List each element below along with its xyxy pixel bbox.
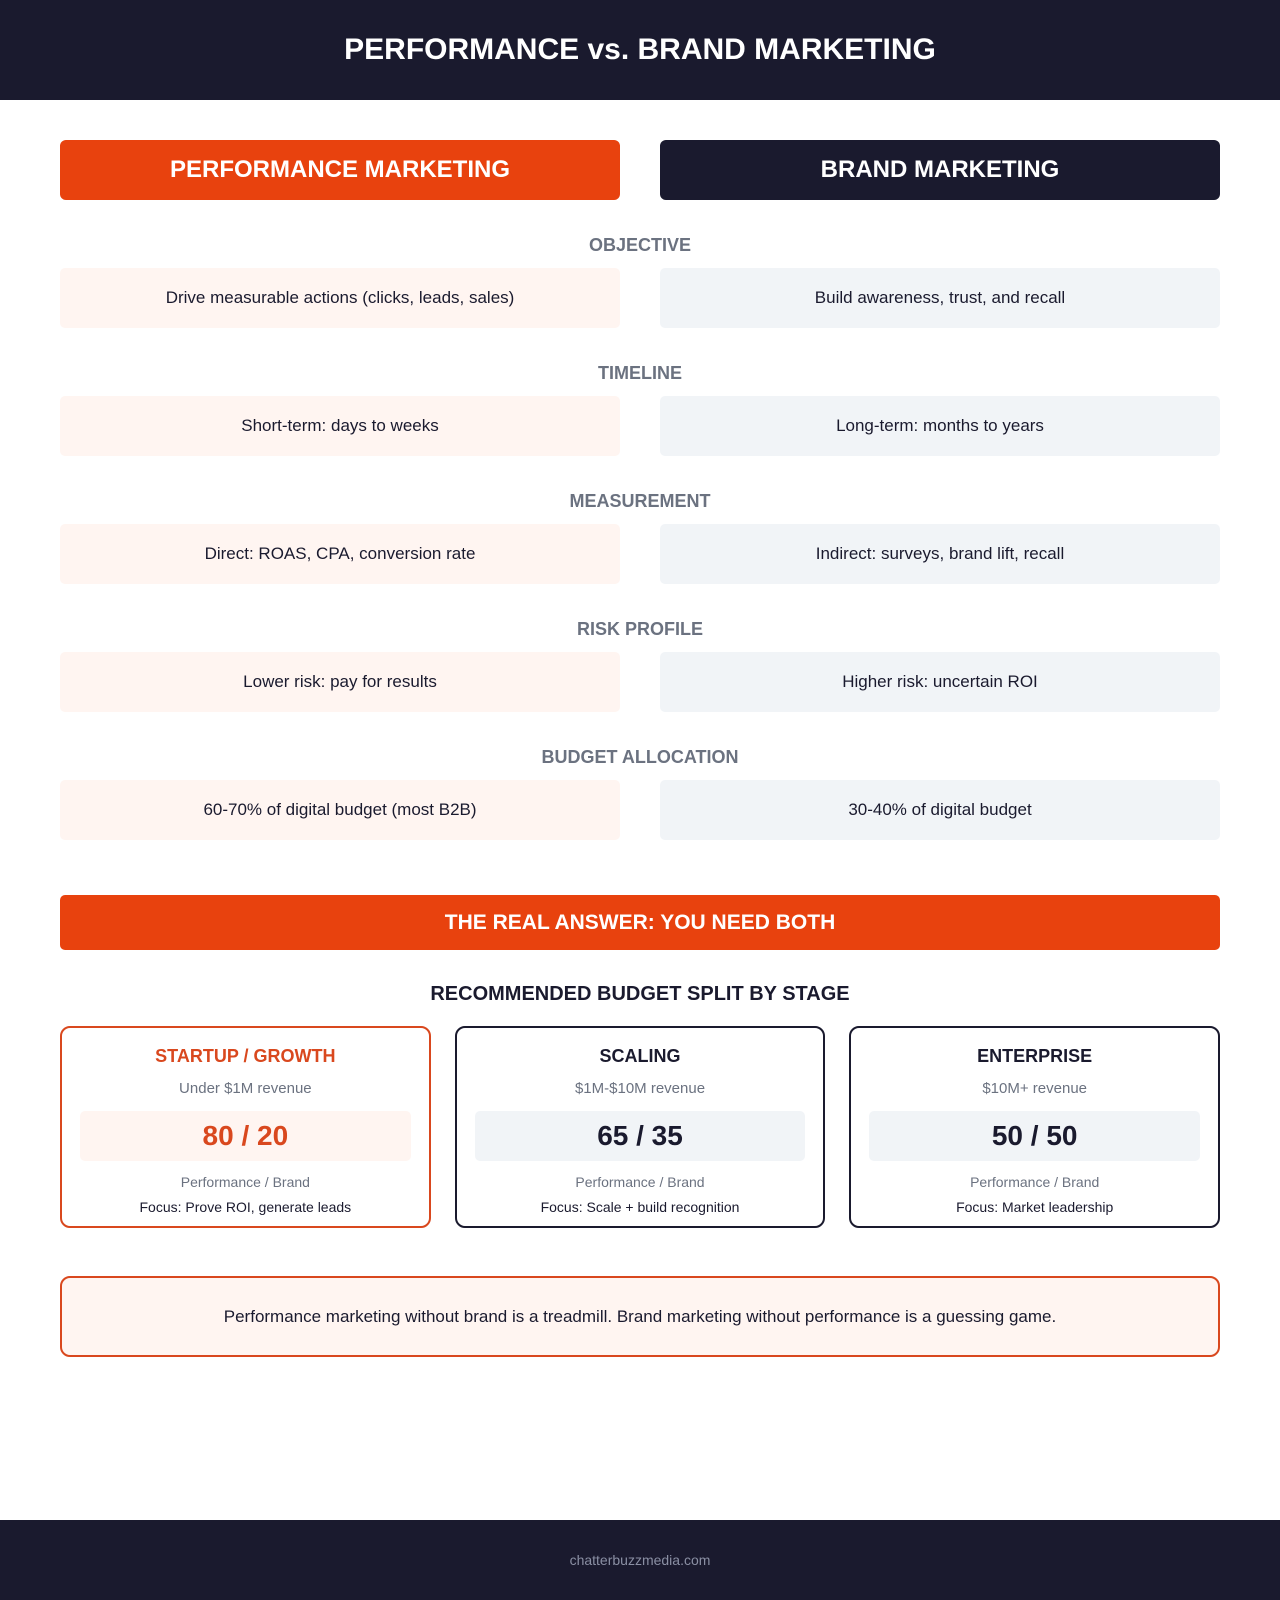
stage-name: ENTERPRISE	[977, 1046, 1093, 1066]
performance-cell: 60-70% of digital budget (most B2B)	[60, 780, 620, 840]
stage-card-enterprise	[849, 1026, 1220, 1228]
section-title: MEASUREMENT	[569, 491, 711, 511]
brand-column-header: BRAND MARKETING	[660, 140, 1220, 200]
performance-cell: Direct: ROAS, CPA, conversion rate	[60, 524, 620, 584]
main-content	[0, 100, 1280, 1357]
brand-cell: Indirect: surveys, brand lift, recall	[660, 524, 1220, 584]
section-title: BUDGET ALLOCATION	[541, 747, 739, 767]
stage-focus: Focus: Prove ROI, generate leads	[139, 1199, 352, 1215]
section-risk-profile	[60, 619, 1220, 712]
section-objective	[60, 235, 1220, 328]
stage-revenue: Under $1M revenue	[179, 1080, 312, 1097]
answer-banner: THE REAL ANSWER: YOU NEED BOTH	[60, 895, 1220, 950]
brand-cell: Build awareness, trust, and recall	[660, 268, 1220, 328]
brand-cell: Higher risk: uncertain ROI	[660, 652, 1220, 712]
stage-split-value: 80 / 20	[80, 1111, 411, 1161]
performance-cell: Drive measurable actions (clicks, leads, sales)	[60, 268, 620, 328]
page-header	[0, 0, 1280, 100]
stage-name: SCALING	[599, 1046, 681, 1066]
budget-split-title: RECOMMENDED BUDGET SPLIT BY STAGE	[430, 983, 850, 1005]
stage-split-label: Performance / Brand	[575, 1174, 705, 1190]
footer-site: chatterbuzzmedia.com	[569, 1552, 711, 1568]
stage-split-value: 65 / 35	[475, 1111, 806, 1161]
stage-split-value: 50 / 50	[869, 1111, 1200, 1161]
section-measurement	[60, 491, 1220, 584]
stage-split-label: Performance / Brand	[180, 1174, 310, 1190]
stage-card-startup	[60, 1026, 431, 1228]
brand-cell: 30-40% of digital budget	[660, 780, 1220, 840]
stage-focus: Focus: Market leadership	[956, 1199, 1114, 1215]
stage-name: STARTUP / GROWTH	[155, 1046, 336, 1066]
performance-cell: Lower risk: pay for results	[60, 652, 620, 712]
column-headers	[60, 140, 1220, 200]
performance-column-header: PERFORMANCE MARKETING	[60, 140, 620, 200]
stage-card-scaling	[455, 1026, 826, 1228]
stage-revenue: $1M-$10M revenue	[574, 1080, 706, 1097]
closing-quote: Performance marketing without brand is a treadmill. Brand marketing without performance is a guessing game.	[60, 1276, 1220, 1357]
section-budget-allocation	[60, 747, 1220, 840]
section-title: TIMELINE	[598, 363, 682, 383]
stage-focus: Focus: Scale + build recognition	[540, 1199, 740, 1215]
page-footer	[0, 1520, 1280, 1600]
stage-revenue: $10M+ revenue	[982, 1080, 1087, 1097]
section-title: RISK PROFILE	[576, 619, 703, 639]
page-title: PERFORMANCE vs. BRAND MARKETING	[344, 33, 936, 66]
performance-cell: Short-term: days to weeks	[60, 396, 620, 456]
stage-split-label: Performance / Brand	[970, 1174, 1100, 1190]
brand-cell: Long-term: months to years	[660, 396, 1220, 456]
stage-cards	[60, 1026, 1220, 1228]
section-title: OBJECTIVE	[588, 235, 692, 255]
section-timeline	[60, 363, 1220, 456]
